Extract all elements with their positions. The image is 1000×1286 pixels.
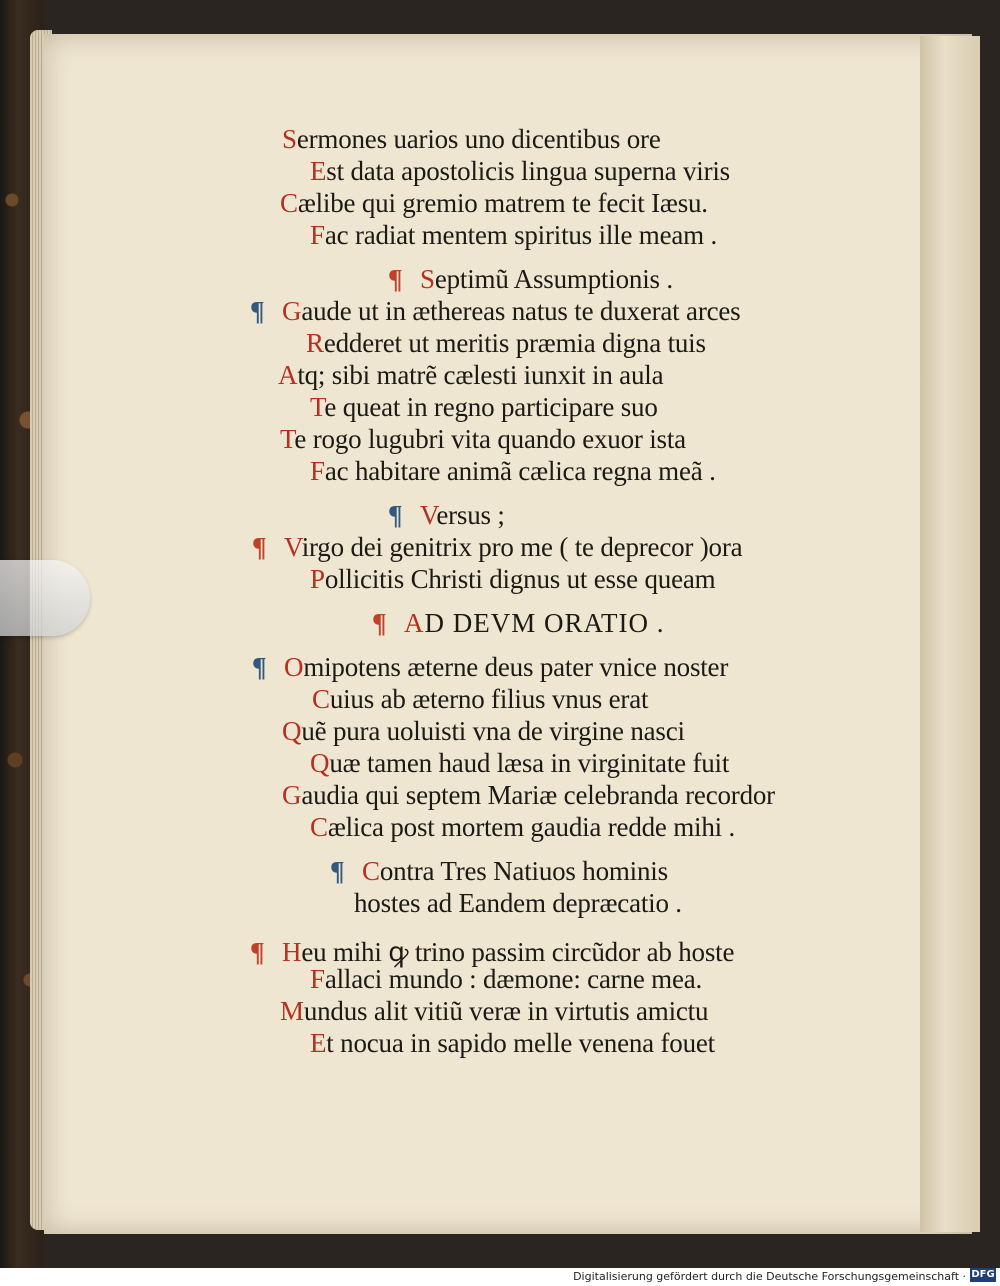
rubricated-initial: F (310, 220, 325, 250)
poem-line (310, 964, 702, 995)
line-text: uius ab æterno filius vnus erat (329, 684, 649, 714)
line-text: audia qui septem Mariæ celebranda recordor (301, 780, 775, 810)
pilcrow-icon: ¶ (250, 296, 265, 326)
line-text: e queat in regno participare suo (324, 392, 658, 422)
rubricated-initial: Q (310, 748, 330, 778)
rubricated-initial: S (282, 124, 297, 154)
poem-line (280, 424, 686, 455)
poem-line (310, 156, 730, 187)
line-text: st data apostolicis lingua superna viris (326, 156, 730, 186)
page-gutter (920, 36, 980, 1232)
rubricated-initial: S (420, 264, 435, 294)
section-heading (372, 608, 665, 639)
rubricated-initial: M (280, 996, 304, 1026)
poem-line (280, 188, 708, 219)
rubricated-initial: H (282, 937, 302, 967)
rubricated-initial: C (362, 856, 380, 886)
rubricated-initial: F (310, 456, 325, 486)
poem-line (282, 716, 685, 747)
rubricated-initial: T (280, 424, 295, 454)
line-text: edderet ut meritis præmia digna tuis (323, 328, 706, 358)
section-heading-continued: hostes ad Eandem depræcatio . (354, 888, 682, 918)
line-text: ollicitis Christi dignus ut esse queam (324, 564, 716, 594)
rubricated-initial: P (310, 564, 325, 594)
line-text: ermones uarios uno dicentibus ore (296, 124, 661, 154)
poem-line (252, 652, 728, 683)
line-text: allaci mundo : dæmone: carne mea. (324, 964, 703, 994)
poem-line (252, 532, 742, 563)
pilcrow-icon: ¶ (250, 937, 265, 967)
rubricated-initial: R (306, 328, 324, 358)
heading-text: D DEVM ORATIO . (424, 608, 665, 638)
dfg-logo: DFG (971, 1269, 995, 1280)
poem-line (310, 1028, 715, 1059)
poem-line (310, 456, 716, 487)
rubricated-initial: C (310, 812, 328, 842)
pilcrow-icon: ¶ (388, 500, 403, 530)
poem-line (306, 328, 706, 359)
rubricated-initial: T (310, 392, 325, 422)
poem-line (310, 812, 735, 843)
rubricated-initial: F (310, 964, 325, 994)
rubricated-initial: O (284, 652, 304, 682)
line-text: tq; sibi matrẽ cælesti iunxit in aula (297, 360, 664, 390)
rubricated-initial: G (282, 296, 302, 326)
line-text: mipotens æterne deus pater vnice noster (303, 652, 729, 682)
poem-line (250, 296, 740, 327)
rubricated-initial: C (312, 684, 330, 714)
poem-line (310, 220, 717, 251)
rubricated-initial: Q (282, 716, 302, 746)
poem-line (310, 564, 715, 595)
poem-line (310, 748, 729, 779)
rubricated-initial: A (278, 360, 298, 390)
line-text: uæ tamen haud læsa in virginitate fuit (329, 748, 730, 778)
pilcrow-icon: ¶ (388, 264, 403, 294)
poem-line (310, 392, 658, 423)
book-page (44, 34, 972, 1234)
section-heading (388, 264, 673, 295)
line-text: aude ut in æthereas natus te duxerat arces (301, 296, 741, 326)
digitization-credit: Digitalisierung gefördert durch die Deutsche Forschungsgemeinschaft · (573, 1270, 966, 1283)
line-text: ælibe qui gremio matrem te fecit Iæsu. (297, 188, 708, 218)
rubricated-initial: C (280, 188, 298, 218)
rubricated-initial: V (420, 500, 437, 530)
section-heading (330, 856, 668, 887)
section-heading (388, 500, 505, 531)
line-text: ælica post mortem gaudia redde mihi . (327, 812, 736, 842)
pilcrow-icon: ¶ (252, 532, 267, 562)
poem-line (282, 780, 775, 811)
line-text: ac habitare animã cælica regna meã . (324, 456, 716, 486)
heading-text: ontra Tres Natiuos hominis (379, 856, 668, 886)
line-text: e rogo lugubri vita quando exuor ista (294, 424, 686, 454)
line-text: irgo dei genitrix pro me ( te deprecor )ora (301, 532, 743, 562)
rubricated-initial: E (310, 1028, 327, 1058)
rubricated-initial: G (282, 780, 302, 810)
line-text: t nocua in sapido melle venena fouet (326, 1028, 715, 1058)
pilcrow-icon: ¶ (372, 608, 387, 638)
rubricated-initial: V (284, 532, 302, 562)
rubricated-initial: A (404, 608, 425, 638)
pilcrow-icon: ¶ (330, 856, 345, 886)
line-text: eu mihi ꝙ trino passim circũdor ab hoste (301, 937, 735, 967)
line-text: uẽ pura uoluisti vna de virgine nasci (301, 716, 685, 746)
page-clip (0, 560, 90, 636)
rubricated-initial: E (310, 156, 327, 186)
poem-line (280, 996, 708, 1027)
line-text: ac radiat mentem spiritus ille meam . (324, 220, 718, 250)
pilcrow-icon: ¶ (252, 652, 267, 682)
poem-line (278, 360, 663, 391)
poem-line (312, 684, 648, 715)
poem-line (282, 124, 661, 155)
heading-text: eptimũ Assumptionis . (434, 264, 673, 294)
heading-text: ersus ; (436, 500, 505, 530)
line-text: undus alit vitiũ veræ in virtutis amictu (303, 996, 709, 1026)
